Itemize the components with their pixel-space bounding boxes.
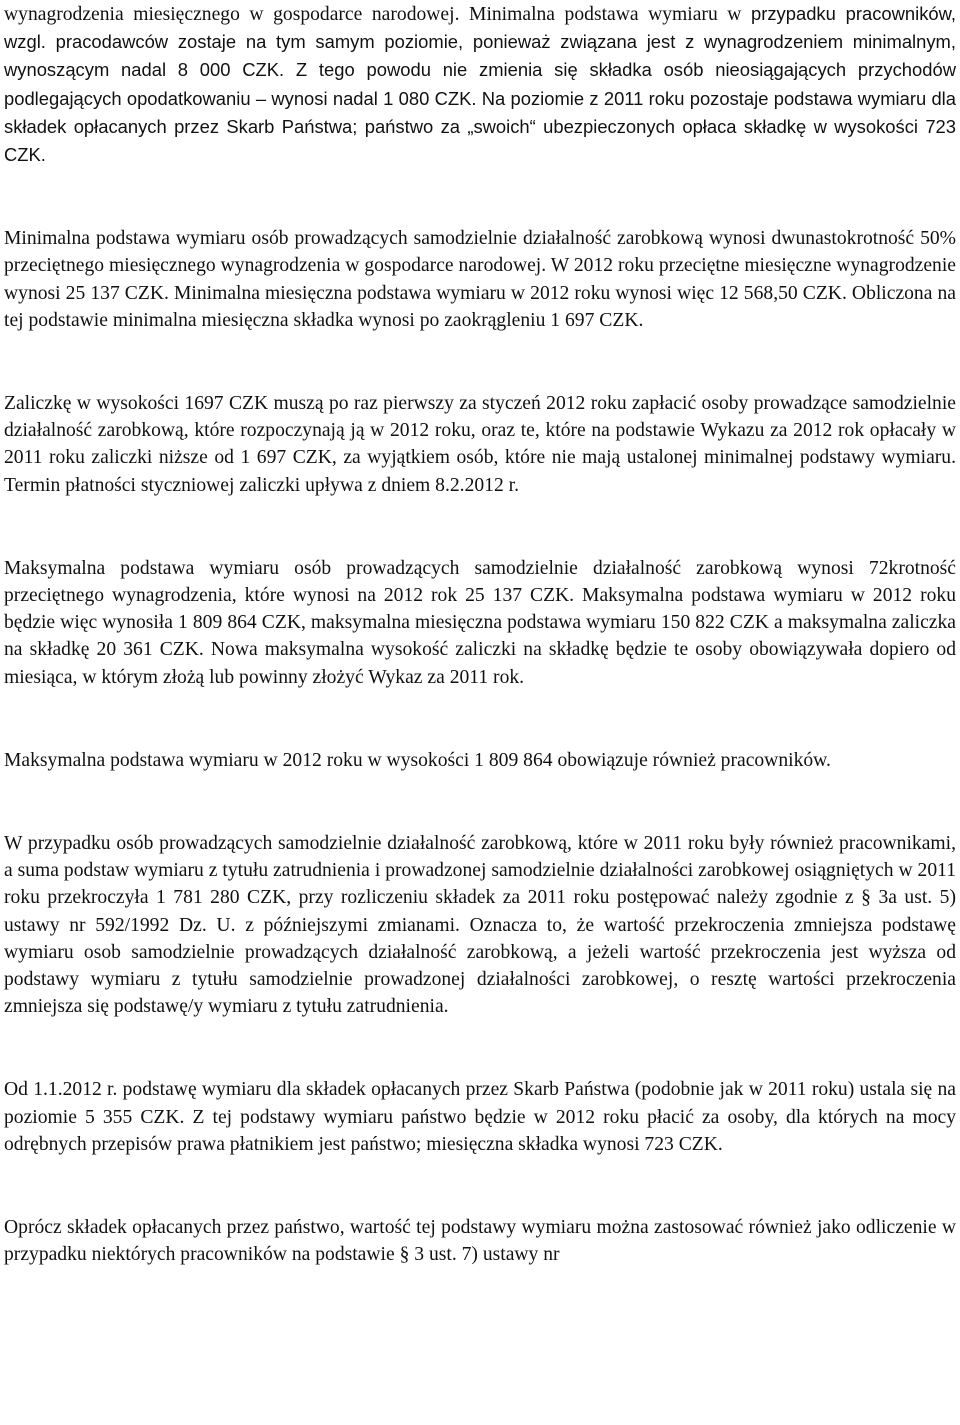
paragraph-maximum-base-employees: Maksymalna podstawa wymiaru w 2012 roku w wysokości 1 809 864 obowiązuje również pracowników.	[4, 749, 831, 771]
paragraph-minimum-base-self-employed: Minimalna podstawa wymiaru osób prowadzących samodzielnie działalność zarobkową wynosi dwunastokrotność 50% przeciętnego miesięcznego wynagrodzenia w gospodarce narodowej. W 2012 roku przeciętne miesięczne wynagrodzenie wynosi 25 137 CZK. Minimalna miesięczna podstawa wymiaru w 2012 roku wynosi więc 12 568,50 CZK. Obliczona na tej podstawie minimalna miesięczna składka wynosi po zaokrągleniu 1 697 CZK.	[4, 228, 956, 331]
paragraph-advance-payment: Zaliczkę w wysokości 1697 CZK muszą po raz pierwszy za styczeń 2012 roku zapłacić osoby prowadzące samodzielnie działalność zarobkową, które rozpoczynają ją w 2012 roku, oraz te, które na podstawie Wykazu za 2012 rok opłacały w 2011 roku zaliczki niższe od 1 697 CZK, za wyjątkiem osób, które nie mają ustalonej minimalnej podstawy wymiaru. Termin płatności styczniowej zaliczki upływa z dniem 8.2.2012 r.	[4, 393, 956, 496]
paragraph-spacer	[4, 1020, 956, 1076]
paragraph-run-sans: przypadku pracowników, wzgl. pracodawców zostaje na tym samym poziomie, ponieważ związana jest z wynagrodzeniem minimalnym, wynoszącym nadal 8 000 CZK. Z tego powodu nie zmienia się składka osób nieosiągających przychodów podlegających opodatkowaniu – wynosi nadal 1 080 CZK. Na poziomie z 2011 roku pozostaje podstawa wymiaru dla składek opłacanych przez Skarb Państwa; państwo za „swoich“ ubezpieczonych opłaca składkę w wysokości 723 CZK.	[4, 3, 957, 166]
paragraph-maximum-base-self-employed: Maksymalna podstawa wymiaru osób prowadzących samodzielnie działalność zarobkową wynosi 72krotność przeciętnego wynagrodzenia, które wynosi na 2012 rok 25 137 CZK. Maksymalna podstawa wymiaru w 2012 roku będzie więc wynosiła 1 809 864 CZK, maksymalna miesięczna podstawa wymiaru 150 822 CZK a maksymalna zaliczka na składkę 20 361 CZK. Nowa maksymalna wysokość zaliczki na składkę będzie te osoby obowiązywała dopiero od miesiąca, w którym złożą lub powinny złożyć Wykaz za 2011 rok.	[4, 557, 956, 688]
paragraph-spacer	[4, 1158, 956, 1214]
paragraph-spacer	[4, 334, 956, 390]
paragraph-minimum-base-employees	[4, 0, 956, 169]
paragraph-run-serif: wynagrodzenia miesięcznego w gospodarce narodowej. Minimalna podstawa wymiaru w	[4, 4, 751, 25]
paragraph-spacer	[4, 169, 956, 225]
paragraph-combined-income: W przypadku osób prowadzących samodzielnie działalność zarobkową, które w 2011 roku były również pracownikami, a suma podstaw wymiaru z tytułu zatrudnienia i prowadzonej samodzielnie działalności zarobkowej osiągniętych w 2011 roku przekroczyła 1 781 280 CZK, przy rozliczeniu składek za 2011 roku postępować należy zgodnie z § 3a ust. 5) ustawy nr 592/1992 Dz. U. z późniejszymi zmianami. Oznacza to, że wartość przekroczenia zmniejsza podstawę wymiaru osob samodzielnie prowadzących działalność zarobkową, a jeżeli wartość przekroczenia jest wyższa od podstawy wymiaru z tytułu samodzielnie prowadzonej działalności zarobkowej, o resztę wartości przekroczenia zmniejsza się podstawę/y wymiaru z tytułu zatrudnienia.	[4, 833, 956, 1018]
paragraph-spacer	[4, 691, 956, 747]
paragraph-deduction: Oprócz składek opłacanych przez państwo, wartość tej podstawy wymiaru można zastosować również jako odliczenie w przypadku niektórych pracowników na podstawie § 3 ust. 7) ustawy nr	[4, 1217, 956, 1266]
document-page	[4, 0, 956, 1269]
paragraph-spacer	[4, 774, 956, 830]
paragraph-state-treasury-base: Od 1.1.2012 r. podstawę wymiaru dla składek opłacanych przez Skarb Państwa (podobnie jak w 2011 roku) ustala się na poziomie 5 355 CZK. Z tej podstawy wymiaru państwo będzie w 2012 roku płacić za osoby, dla których na mocy odrębnych przepisów prawa płatnikiem jest państwo; miesięczna składka wynosi 723 CZK.	[4, 1079, 956, 1155]
paragraph-spacer	[4, 499, 956, 555]
